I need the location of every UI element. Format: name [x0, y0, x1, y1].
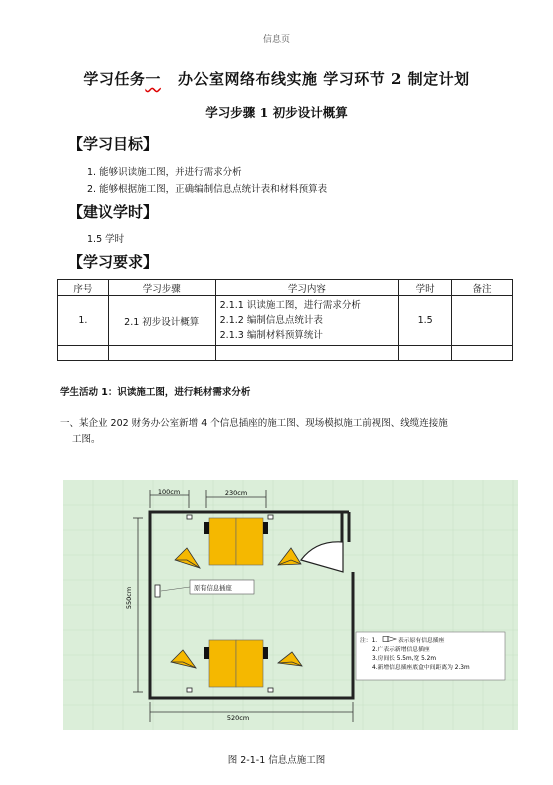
content-line-3: 2.1.3 编制材料预算统计 [219, 330, 323, 341]
dim-top-left: 100cm [157, 488, 181, 496]
table-row [58, 296, 513, 346]
header-content: 学习内容 [215, 280, 399, 296]
dim-bottom: 520cm [226, 714, 250, 722]
title-part1-number: 一 [145, 70, 161, 88]
floor-plan-figure [63, 480, 518, 730]
cell-hours: 1.5 [399, 296, 452, 346]
cell-step: 2.1 初步设计概算 [108, 296, 215, 346]
title-part2: 办公室网络布线实施 学习环节 2 制定计划 [178, 70, 470, 88]
header-hours: 学时 [399, 280, 452, 296]
legend-line-4: 4.新增信息插座底盒中间距离为 2.3m [372, 665, 470, 671]
objectives-heading: 【学习目标】 [68, 135, 159, 153]
activity-heading: 学生活动 1：识读施工图，进行耗材需求分析 [60, 387, 251, 398]
hours-heading: 【建议学时】 [68, 203, 159, 221]
intro-line-2: 工图。 [72, 434, 101, 445]
floor-plan-drawing [63, 480, 518, 730]
intro-line-1: 一、某企业 202 财务办公室新增 4 个信息插座的施工图、现场模拟施工前视图、线缆连接施 [60, 418, 448, 429]
door [301, 542, 343, 572]
page-header: 信息页 [262, 35, 290, 45]
legend-line-2: 2.广表示新增信息插座 [372, 647, 430, 653]
table-header-row [58, 280, 513, 296]
main-title [0, 68, 553, 89]
content-line-2: 2.1.2 编制信息点统计表 [219, 315, 323, 326]
dim-left: 550cm [125, 586, 133, 610]
cell-content [215, 296, 399, 346]
study-plan-table [57, 279, 513, 361]
header-step: 学习步骤 [108, 280, 215, 296]
callout-text: 原有信息插座 [194, 585, 232, 592]
content-line-1: 2.1.1 识读施工图，进行需求分析 [219, 300, 361, 311]
header-no: 序号 [58, 280, 109, 296]
objective-item-1: 1. 能够识读施工图，并进行需求分析 [87, 167, 242, 178]
hours-value: 1.5 学时 [87, 234, 125, 245]
desk-group-top [204, 518, 268, 565]
subtitle: 学习步骤 1 初步设计概算 [205, 105, 348, 120]
table-row-empty [58, 346, 513, 361]
figure-caption: 图 2-1-1 信息点施工图 [227, 755, 326, 766]
header-note: 备注 [452, 280, 513, 296]
cell-note [452, 296, 513, 346]
dim-top-right: 230cm [224, 489, 248, 497]
legend-line-1-prefix: 注：1. [360, 638, 378, 644]
legend-line-1: 表示原有信息插座 [398, 638, 445, 644]
cell-no: 1. [58, 296, 109, 346]
requirements-heading: 【学习要求】 [68, 253, 159, 271]
title-part1: 学习任务 [83, 70, 146, 88]
callout-leader [161, 587, 190, 591]
objective-item-2: 2. 能够根据施工图，正确编制信息点统计表和材料预算表 [87, 184, 328, 195]
legend-line-3: 3.房间长 5.5m,宽 5.2m [372, 656, 436, 662]
desk-group-bottom [204, 640, 268, 687]
intro-paragraph [60, 416, 518, 448]
